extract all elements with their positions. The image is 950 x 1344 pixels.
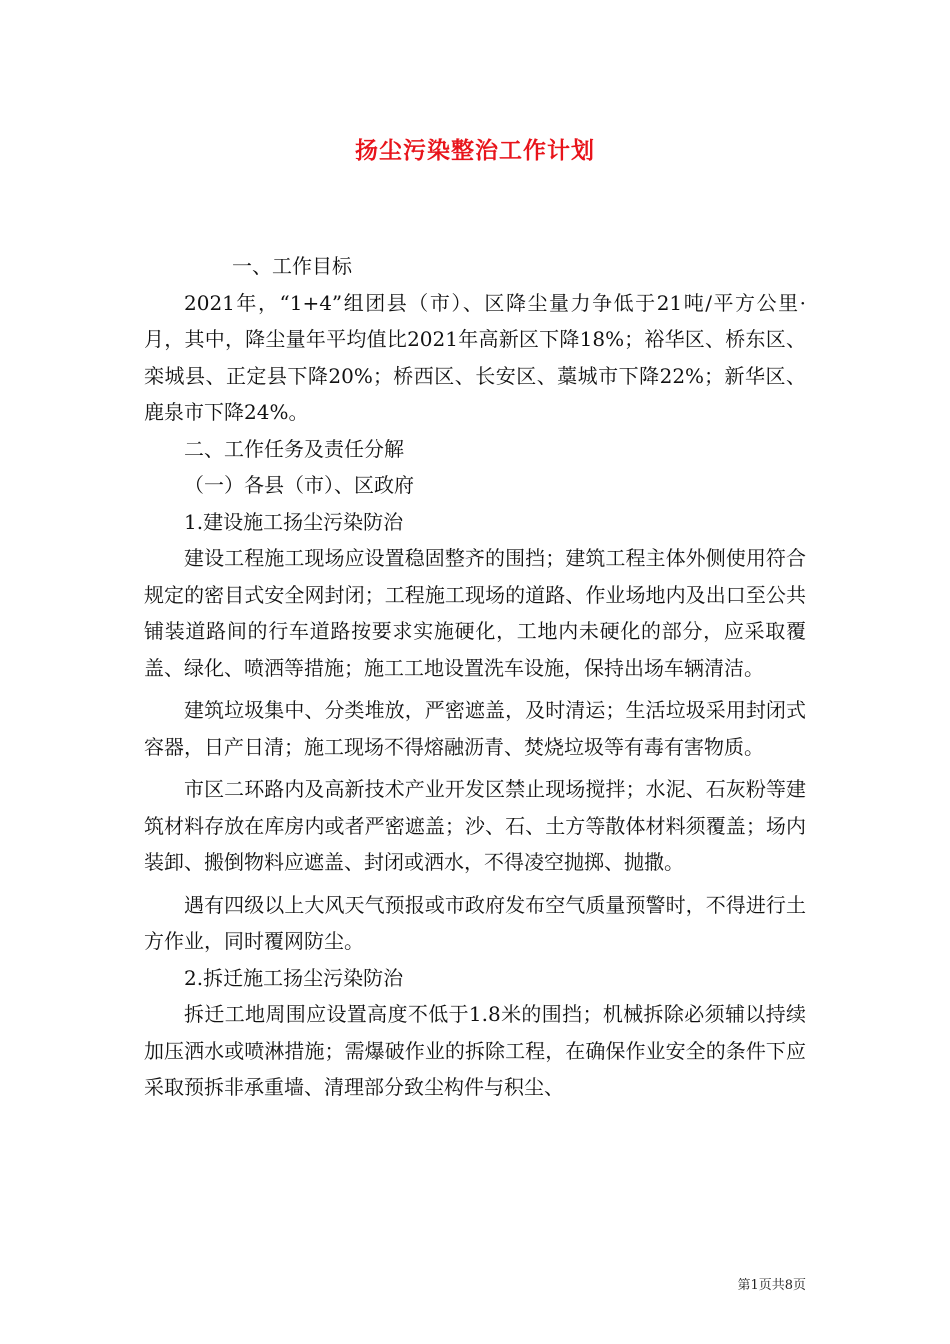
document-body: [144, 248, 806, 1106]
item-heading-construction: 1.建设施工扬尘污染防治: [184, 509, 404, 534]
paragraph-wind-warning: 遇有四级以上大风天气预报或市政府发布空气质量预警时，不得进行土方作业，同时覆网防尘。: [144, 892, 806, 953]
paragraph-demolition: 拆迁工地周围应设置高度不低于1.8米的围挡；机械拆除必须辅以持续加压洒水或喷淋措施；需爆破作业的拆除工程，在确保作业安全的条件下应采取预拆非承重墙、清理部分致尘构件与积尘、: [144, 1002, 806, 1099]
subsection-heading-governments: （一）各县（市）、区政府: [184, 473, 414, 497]
paragraph-materials: 市区二环路内及高新技术产业开发区禁止现场搅拌；水泥、石灰粉等建筑材料存放在库房内或者严密遮盖；沙、石、土方等散体材料须覆盖；场内装卸、搬倒物料应遮盖、封闭或洒水，不得凌空抛掷、抛撒。: [144, 777, 806, 874]
section-heading-goals: 一、工作目标: [232, 254, 352, 278]
document-title: 扬尘污染整治工作计划: [355, 137, 595, 164]
page-number: 第1页共8页: [737, 1278, 806, 1293]
item-heading-demolition: 2.拆迁施工扬尘污染防治: [184, 965, 404, 990]
section-heading-tasks: 二、工作任务及责任分解: [184, 436, 404, 461]
paragraph-construction-waste: 建筑垃圾集中、分类堆放，严密遮盖，及时清运；生活垃圾采用封闭式容器，日产日清；施工现场不得熔融沥青、焚烧垃圾等有毒有害物质。: [144, 698, 806, 759]
paragraph-goals: 2021年，“1+4”组团县（市）、区降尘量力争低于21吨/平方公里·月，其中，降尘量年平均值比2021年高新区下降18%；裕华区、桥东区、栾城县、正定县下降20%；桥西区、长安区、藁城市下降22%；新华区、鹿泉市下降24%。: [144, 290, 806, 424]
paragraph-construction-site: 建设工程施工现场应设置稳固整齐的围挡；建筑工程主体外侧使用符合规定的密目式安全网封闭；工程施工现场的道路、作业场地内及出口至公共铺装道路间的行车道路按要求实施硬化，工地内未硬化的部分，应采取覆盖、绿化、喷洒等措施；施工工地设置洗车设施，保持出场车辆清洁。: [144, 546, 806, 680]
